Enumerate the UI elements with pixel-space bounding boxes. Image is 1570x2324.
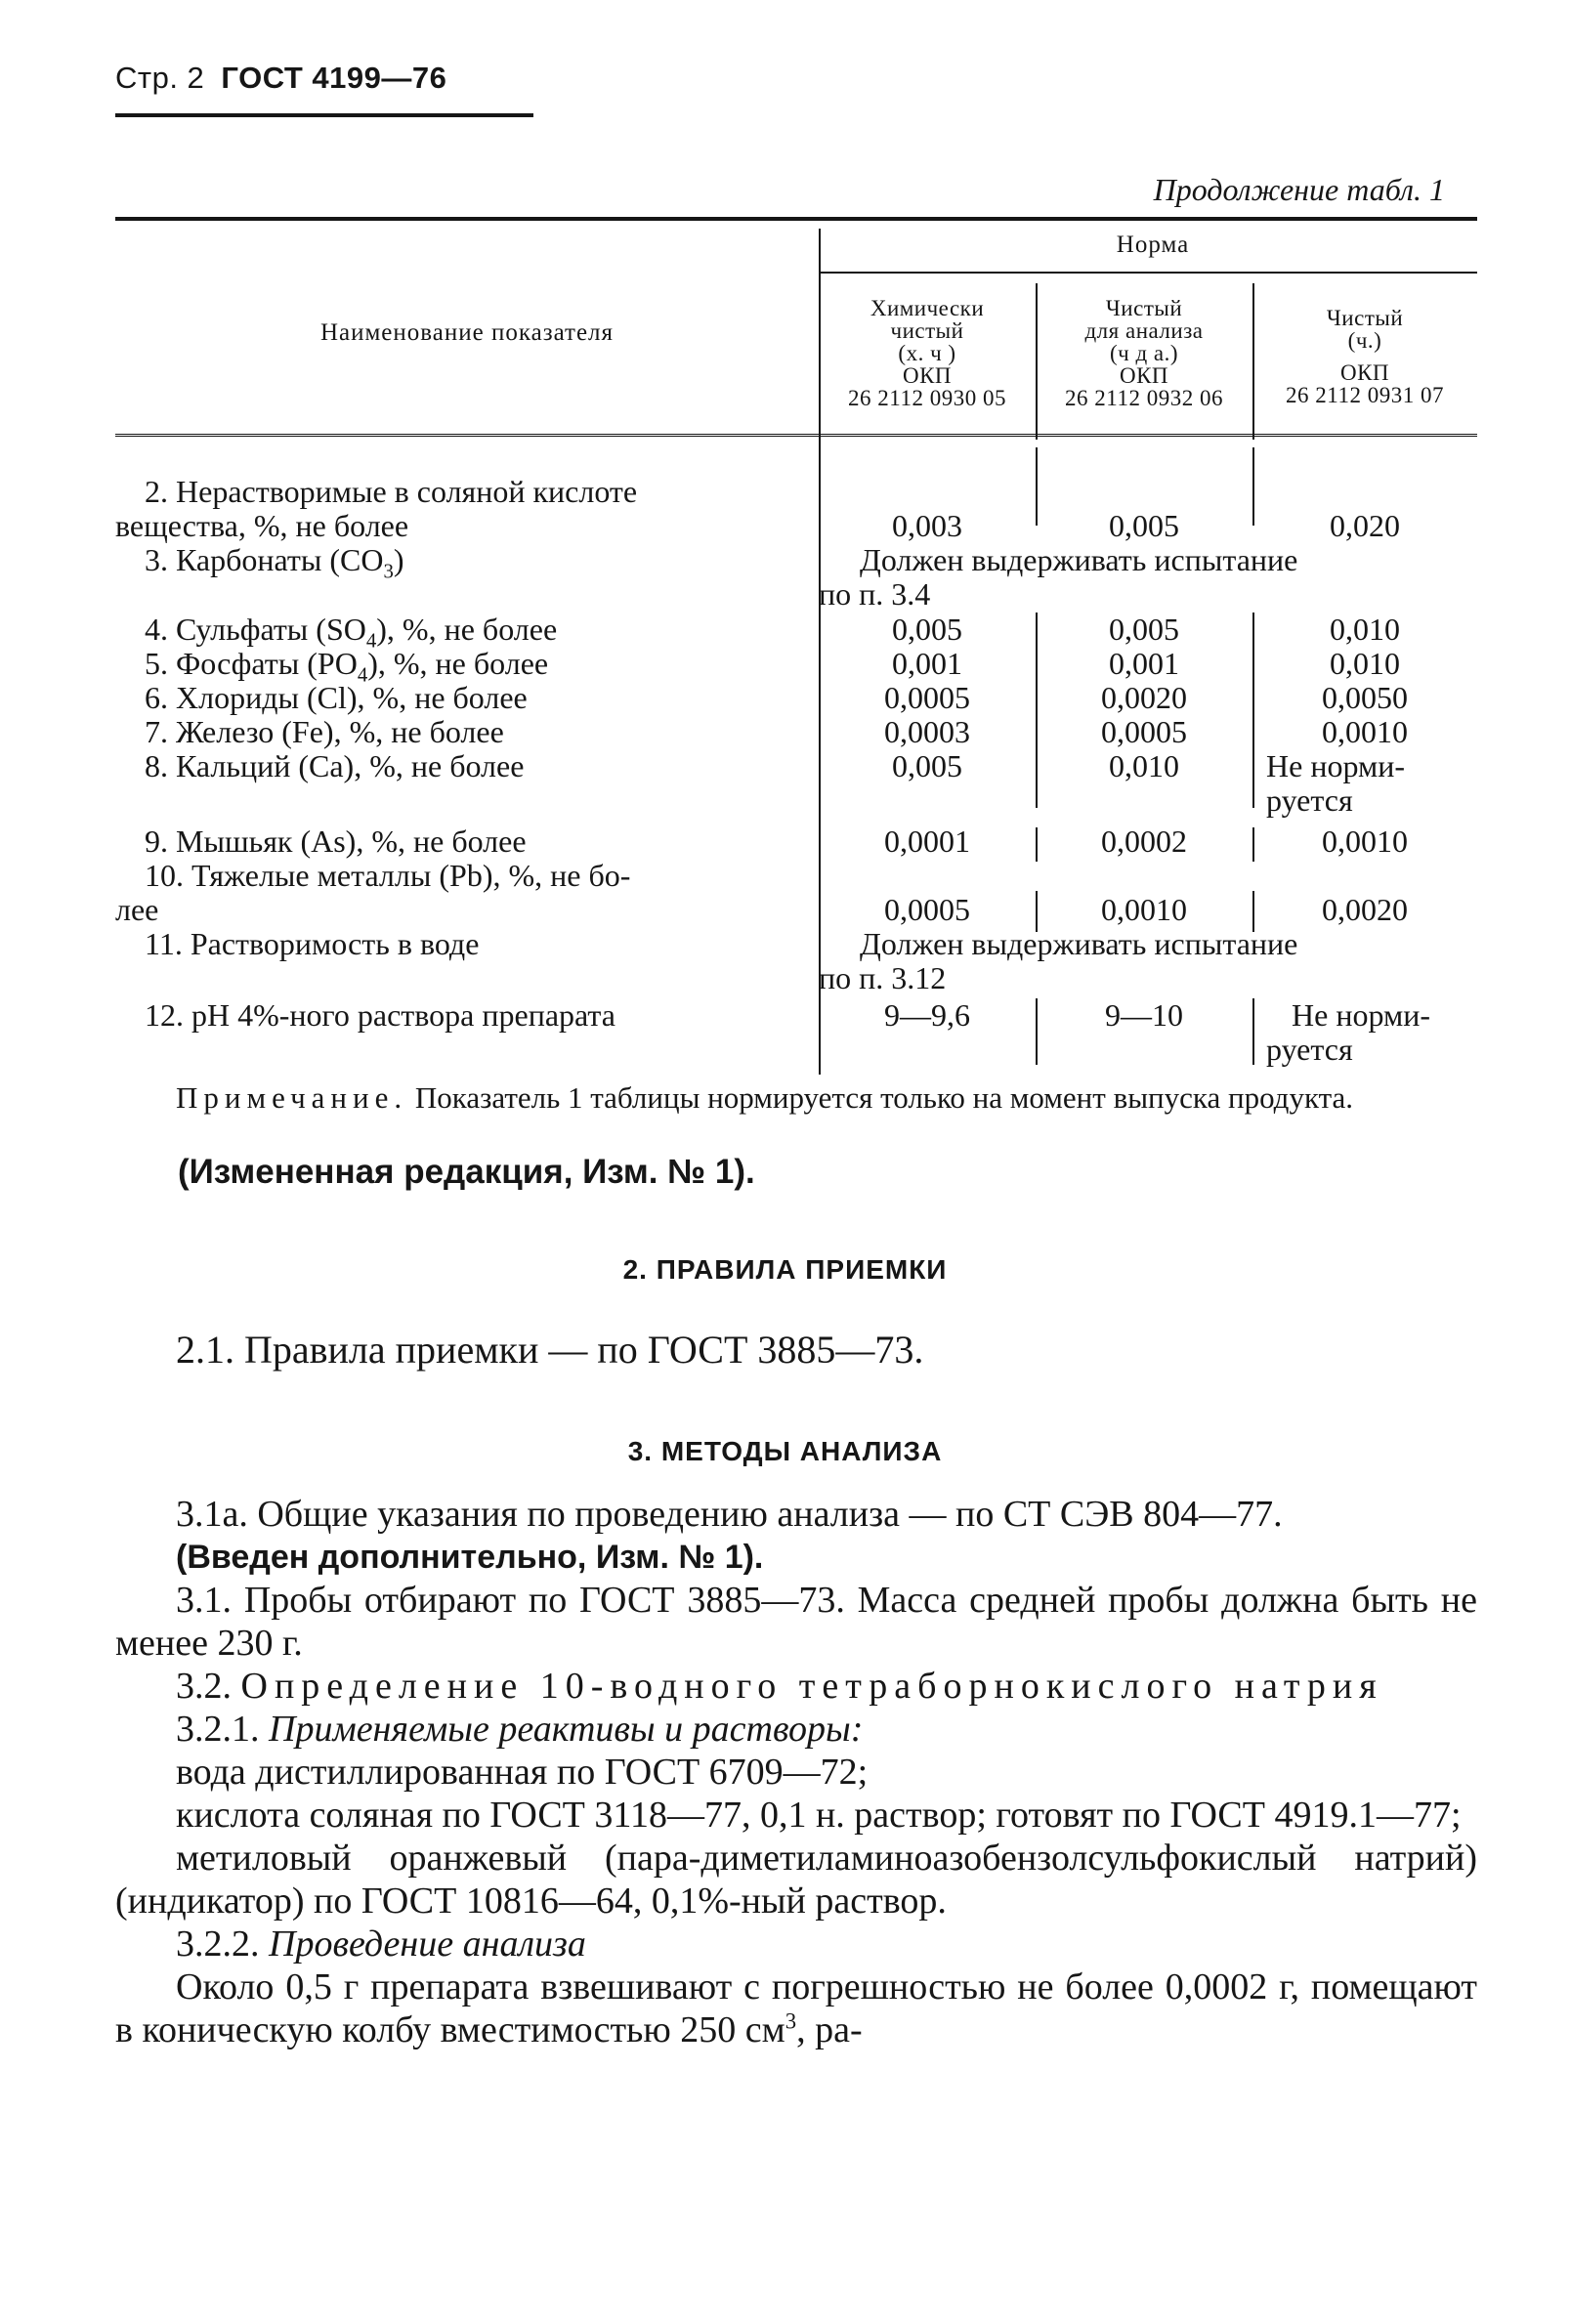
row-name-line [115,475,819,509]
row-name [115,681,819,715]
row-name-line [115,859,819,893]
value-chemically-pure: 0,0005 [884,680,970,715]
paragraph-number: 3.2.1. [176,1709,260,1750]
column-header-indicator: Наименование показателя [319,319,615,346]
paragraph-3-2 [115,1665,1477,1708]
row-name-text: ), %, не более [376,612,558,647]
column-header-line: ОКП [1339,360,1390,385]
row-name [115,927,819,961]
paragraph-number: 3.2.2. [176,1923,260,1965]
value-pure: 0,0010 [1322,714,1408,749]
value-analytical-grade: 0,001 [1109,646,1179,681]
value-line: руется [1266,1032,1353,1067]
standard-number: ГОСТ 4199—76 [221,61,447,95]
column-header-line: (ч д а.) [1109,341,1179,365]
column-header-line: Чистый [1105,296,1183,320]
column-header-line: для анализа [1084,318,1204,343]
value-analytical-grade: 0,005 [1109,612,1179,647]
column-header-analytical-grade [1036,297,1252,409]
value-chemically-pure: 0,0003 [884,714,970,749]
subscript: 3 [383,560,394,583]
row-name [115,824,819,859]
row-name-text: 4. Сульфаты (SO [145,612,366,647]
row-name-text: ), %, не более [367,646,549,681]
value-pure [1266,749,1477,818]
value-analytical-grade: 9—10 [1105,997,1183,1033]
paragraph-3-2-1 [115,1708,1477,1751]
row-span-requirement [819,927,1477,995]
requirement-line: Должен выдерживать испытание [860,926,1298,961]
row-name [115,475,819,543]
table-top-rule [115,217,1477,221]
subscript: 4 [365,629,377,653]
paragraph-heading: Определение 10-водного тетраборнокислого натрия [240,1666,1383,1707]
paragraph-3-2-2 [115,1923,1477,1965]
subscript: 4 [357,663,368,687]
row-name-text: 7. Железо (Fe), %, не более [145,714,504,749]
table-vline-1 [1036,283,1038,440]
row-name-text: 8. Кальций (Ca), %, не более [145,748,525,783]
column-header-line: Химически [870,296,985,320]
amendment-note: (Измененная редакция, Изм. № 1). [178,1153,755,1191]
section-2-title: 2. ПРАВИЛА ПРИЕМКИ [622,1254,948,1285]
spec-table [115,217,1477,1077]
row-name [115,715,819,749]
paragraph-heading: Применяемые реактивы и растворы: [269,1709,864,1750]
row-name-text: 3. Карбонаты (CO [145,542,384,577]
reagent-item: вода дистиллированная по ГОСТ 6709—72; [176,1752,869,1793]
okp-code: 26 2112 0930 05 [848,386,1006,410]
table-continuation-caption: Продолжение табл. 1 [1153,172,1445,207]
value-pure: 0,020 [1330,508,1400,543]
reagent-item: метиловый оранжевый (пара-диметиламиноазобензолсульфокислый натрий) (индикатор) по ГОСТ 10816—64, 0,1%-ный раствор. [115,1838,1477,1922]
paragraph-3-2-2-text [115,1965,1477,2051]
paragraph-3-1: 3.1. Пробы отбирают по ГОСТ 3885—73. Масса средней пробы должна быть не менее 230 г. [115,1580,1477,1664]
row-name-text: 9. Мышьяк (As), %, не более [145,824,527,859]
row-name-text: 5. Фосфаты (PO [145,646,358,681]
note-label: Примечание. [176,1080,408,1115]
requirement-ref: по п. 3.12 [819,960,947,995]
reagent-item: кислота соляная по ГОСТ 3118—77, 0,1 н. раствор; готовят по ГОСТ 4919.1—77; [176,1795,1462,1836]
paragraph-text: , ра- [796,2009,863,2050]
row-name [115,998,819,1033]
value-line: Не норми- [1292,997,1430,1033]
paragraph-3-1a: 3.1а. Общие указания по проведению анализа — по СТ СЭВ 804—77. [176,1494,1283,1535]
value-pure: 0,010 [1330,612,1400,647]
row-name [115,542,819,583]
table-header-rule [115,434,1477,437]
okp-code: 26 2112 0932 06 [1065,386,1223,410]
column-header-line: (ч.) [1347,328,1382,353]
row-name-line: вещества, %, не более [115,508,409,543]
note-text: Показатель 1 таблицы нормируется только на момент выпуска продукта. [414,1080,1354,1115]
value-chemically-pure: 0,0001 [884,824,970,859]
value-analytical-grade: 0,0002 [1101,824,1187,859]
column-header-line: ОКП [902,363,953,388]
page-number: Стр. 2 [115,61,205,95]
row-name-text: 6. Хлориды (Cl), %, не более [145,680,528,715]
requirement-ref: по п. 3.4 [819,576,931,612]
paragraph-text: Около 0,5 г препарата взвешивают с погрешностью не более 0,0002 г, помещают в коническую колбу вместимостью 250 см [115,1966,1477,2050]
value-chemically-pure: 0,003 [892,508,962,543]
column-header-line: (х. ч ) [898,341,956,365]
column-header-norma: Норма [1116,232,1190,258]
row-name-text: 2. Нерастворимые в соляной кислоте [145,474,638,509]
row-span-requirement [819,543,1477,612]
header-rule [115,113,533,117]
value-pure: 0,0050 [1322,680,1408,715]
value-pure: 0,0020 [1322,892,1408,927]
row-name [115,749,819,783]
row-name-text: ) [393,542,404,577]
row-name-text: 12. pH 4%-ного раствора препарата [145,997,615,1033]
okp-code: 26 2112 0931 07 [1286,383,1444,407]
paragraph-heading: Проведение анализа [269,1923,586,1965]
row-name-line: лее [115,892,159,927]
value-line: руется [1266,782,1353,818]
section-3-body [115,1493,1477,2051]
row-name [115,646,819,687]
value-chemically-pure: 0,005 [892,748,962,783]
value-line: Не норми- [1266,748,1405,783]
paragraph-2-1: 2.1. Правила приемки — по ГОСТ 3885—73. [176,1328,924,1372]
column-header-line: Чистый [1326,306,1404,330]
value-analytical-grade: 0,0005 [1101,714,1187,749]
value-analytical-grade: 0,0020 [1101,680,1187,715]
row-name-text: 11. Растворимость в воде [145,926,480,961]
value-pure: 0,010 [1330,646,1400,681]
row-name [115,612,819,653]
row-name-text: 10. Тяжелые металлы (Pb), %, не бо- [145,858,631,893]
section-3-title: 3. МЕТОДЫ АНАЛИЗА [627,1436,943,1466]
table-vline-2 [1252,283,1254,440]
norma-underline [819,272,1477,274]
value-chemically-pure: 0,005 [892,612,962,647]
paragraph-number: 3.2. [176,1666,232,1707]
value-analytical-grade: 0,0010 [1101,892,1187,927]
value-chemically-pure: 9—9,6 [884,997,970,1033]
page-header [115,61,446,96]
value-chemically-pure: 0,0005 [884,892,970,927]
value-pure [1266,998,1477,1067]
column-header-line: чистый [890,318,964,343]
column-header-chemically-pure [819,297,1036,409]
value-analytical-grade: 0,005 [1109,508,1179,543]
column-header-line: ОКП [1119,363,1169,388]
table-note [115,1080,1477,1115]
superscript: 3 [785,2008,797,2034]
value-pure: 0,0010 [1322,824,1408,859]
amendment-note: (Введен дополнительно, Изм. № 1). [176,1539,764,1576]
column-header-pure [1252,307,1477,406]
value-analytical-grade: 0,010 [1109,748,1179,783]
value-chemically-pure: 0,001 [892,646,962,681]
row-name [115,859,819,927]
requirement-line: Должен выдерживать испытание [860,542,1298,577]
table-vline-2 [1252,998,1254,1065]
